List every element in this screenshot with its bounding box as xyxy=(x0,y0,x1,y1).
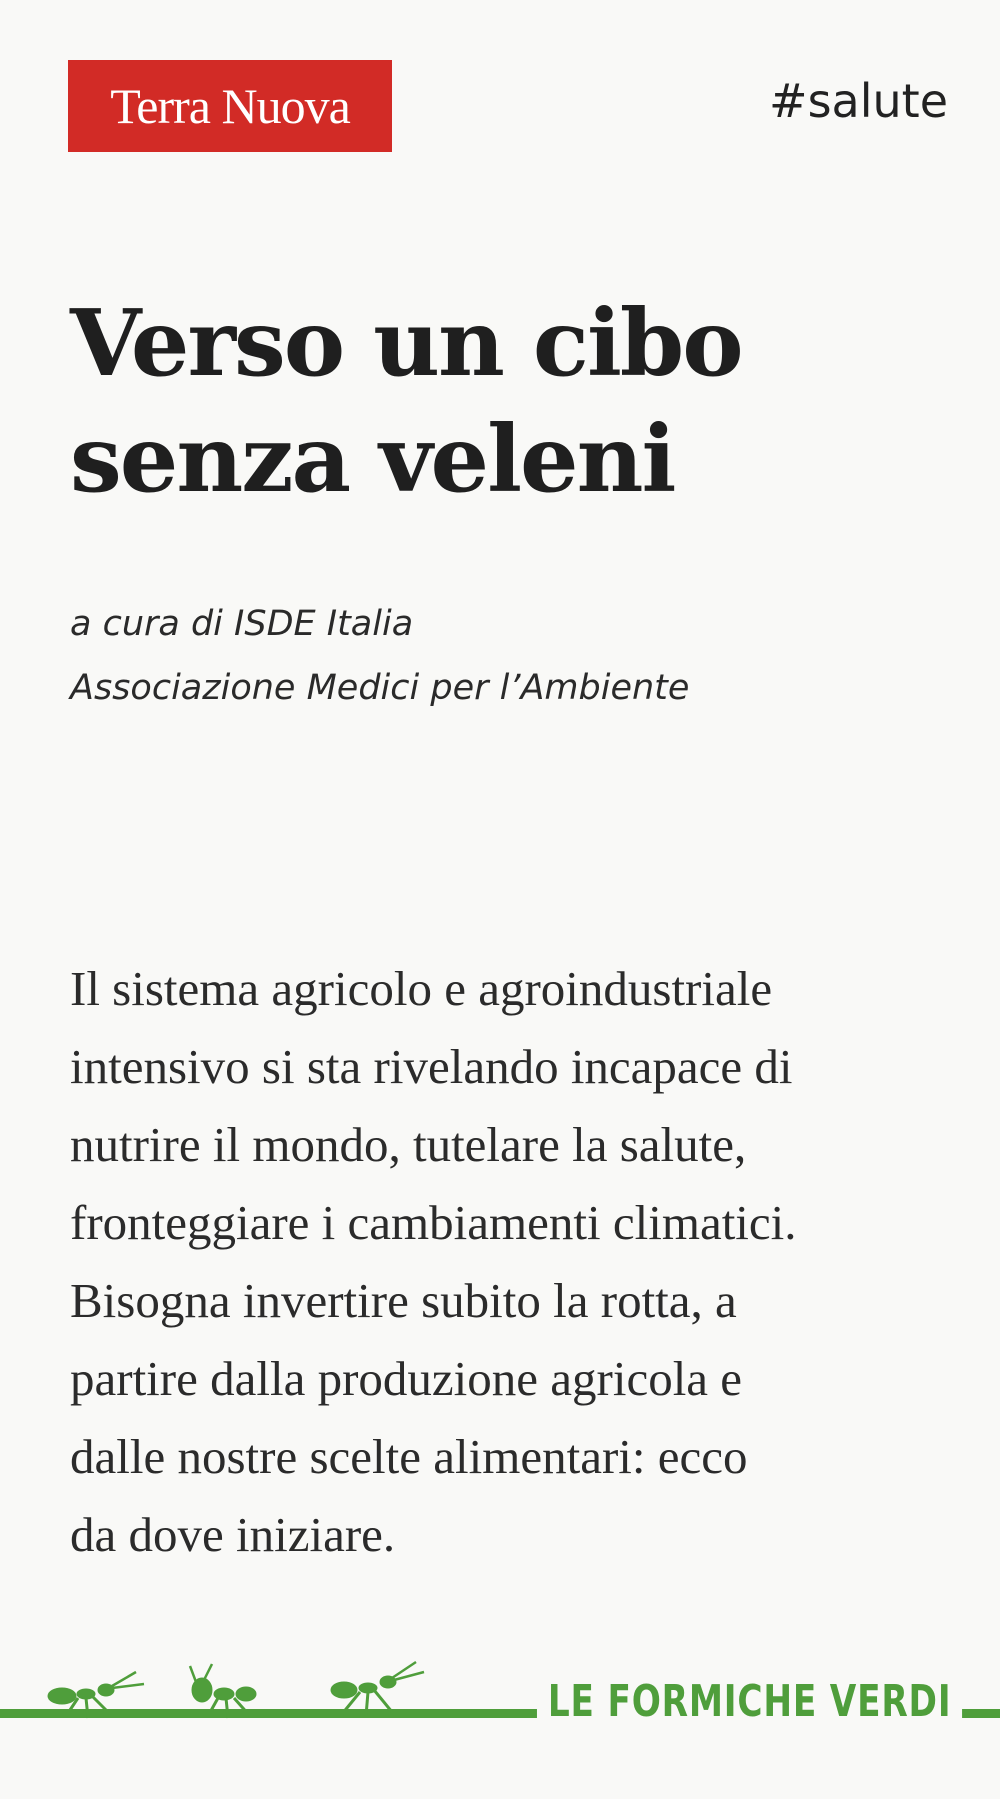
ant-icon xyxy=(48,1672,144,1718)
cover-blurb xyxy=(70,950,797,1574)
publisher-logo-text: Terra Nuova xyxy=(110,78,350,134)
blurb-line: Il sistema agricolo e agroindustriale xyxy=(70,961,773,1016)
blurb-line: dalle nostre scelte alimentari: ecco xyxy=(70,1429,748,1484)
editor-line: a cura di ISDE Italia xyxy=(70,604,414,644)
ants-decoration xyxy=(40,1652,460,1722)
blurb-line: intensivo si sta rivelando incapace di xyxy=(70,1039,793,1094)
blurb-line: da dove iniziare. xyxy=(70,1507,396,1562)
title-line: senza veleni xyxy=(70,405,675,513)
book-title xyxy=(70,285,742,517)
blurb-line: Bisogna invertire subito la rotta, a xyxy=(70,1273,737,1328)
ant-icon xyxy=(190,1664,256,1718)
hashtag-label: #salute xyxy=(769,74,948,128)
title-line: Verso un cibo xyxy=(70,289,742,397)
publisher-logo xyxy=(68,60,392,152)
editor-credit xyxy=(70,592,689,720)
series-name: LE FORMICHE VERDI xyxy=(537,1676,962,1727)
blurb-line: partire dalla produzione agricola e xyxy=(70,1351,743,1406)
blurb-line: fronteggiare i cambiamenti climatici. xyxy=(70,1195,797,1250)
blurb-line: nutrire il mondo, tutelare la salute, xyxy=(70,1117,747,1172)
ant-icon xyxy=(331,1662,424,1716)
editor-line: Associazione Medici per l’Ambiente xyxy=(70,668,690,708)
